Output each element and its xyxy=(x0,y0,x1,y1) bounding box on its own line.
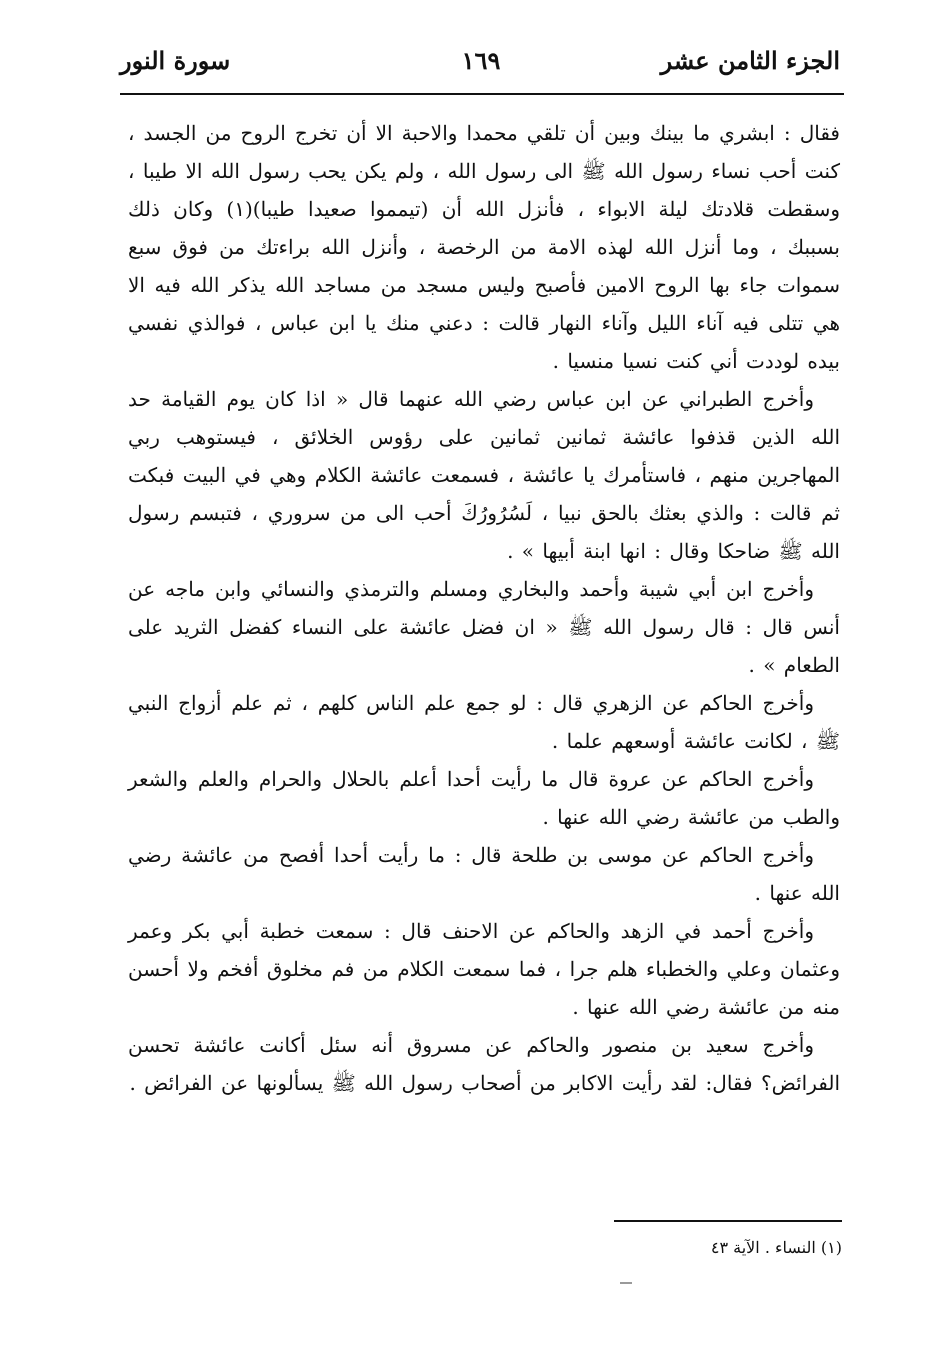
paragraph-7: وأخرج أحمد في الزهد والحاكم عن الاحنف قال : سمعت خطبة أبي بكر وعمر وعثمان وعلي والخطباء هلم جرا ، فما سمعت الكلام من فم مخلوق أفخم ولا أحسن منه من عائشة رضي الله عنها . xyxy=(128,919,840,1019)
paragraph-8: وأخرج سعيد بن منصور والحاكم عن مسروق أنه سئل أكانت عائشة تحسن الفرائض؟ فقال: لقد رأيت الاكابر من أصحاب رسول الله ﷺ يسألونها عن الفرائض . xyxy=(128,1033,840,1095)
paragraph-1: فقال : ابشري ما بينك وبين أن تلقي محمدا والاحبة الا أن تخرج الروح من الجسد ، كنت أحب نساء رسول الله ﷺ الى رسول الله ، ولم يكن يحب رسول الله الا طيبا ، وسقطت قلادتك ليلة الابواء ، فأنزل الله أن (تيمموا صعيدا طيبا)(١) وكان ذلك بسببك ، وما أنزل الله لهذه الامة من الرخصة ، وأنزل الله براءتك من فوق سبع سموات جاء بها الروح الامين فأصبح وليس مسجد من مساجد الله يذكر الله فيه الا هي تتلى فيه آناء الليل وآناء النهار قالت : دعني منك يا ابن عباس ، فوالذي نفسي بيده لوددت أني كنت نسيا منسيا . xyxy=(128,121,841,373)
paragraph-6: وأخرج الحاكم عن موسى بن طلحة قال : ما رأيت أحدا أفصح من عائشة رضي الله عنها . xyxy=(128,843,840,905)
part-title: الجزء الثامن عشر xyxy=(660,46,840,75)
page-body xyxy=(128,114,840,1102)
scan-mark xyxy=(620,1282,632,1284)
page-number: ١٦٩ xyxy=(461,46,501,75)
paragraph-2: وأخرج الطبراني عن ابن عباس رضي الله عنهما قال « اذا كان يوم القيامة حد الله الذين قذفوا عائشة ثمانين ثمانين على رؤوس الخلائق ، فيستوهب ربي المهاجرين منهم ، فاستأمرك يا عائشة ، فسمعت عائشة الكلام وهي في البيت فبكت ثم قالت : والذي بعثك بالحق نبيا ، لَسُرُورُكَ أحب الى من سروري ، فتبسم رسول الله ﷺ ضاحكا وقال : انها ابنة أبيها » . xyxy=(128,387,840,563)
page-header xyxy=(120,40,842,84)
footnote-rule xyxy=(614,1220,842,1222)
surah-title: سورة النور xyxy=(120,46,231,75)
paragraph-5: وأخرج الحاكم عن عروة قال ما رأيت أحدا أعلم بالحلال والحرام والعلم والشعر والطب من عائشة رضي الله عنها . xyxy=(128,767,840,829)
paragraph-4: وأخرج الحاكم عن الزهري قال : لو جمع علم الناس كلهم ، ثم علم أزواج النبي ﷺ ، لكانت عائشة أوسعهم علما . xyxy=(128,691,840,753)
footnote: (١) النساء . الآية ٤٣ xyxy=(710,1238,842,1257)
header-rule xyxy=(120,93,844,95)
paragraph-3: وأخرج ابن أبي شيبة وأحمد والبخاري ومسلم والترمذي والنسائي وابن ماجه عن أنس قال : قال رسول الله ﷺ « ان فضل عائشة على النساء كفضل الثريد على الطعام » . xyxy=(128,577,840,677)
